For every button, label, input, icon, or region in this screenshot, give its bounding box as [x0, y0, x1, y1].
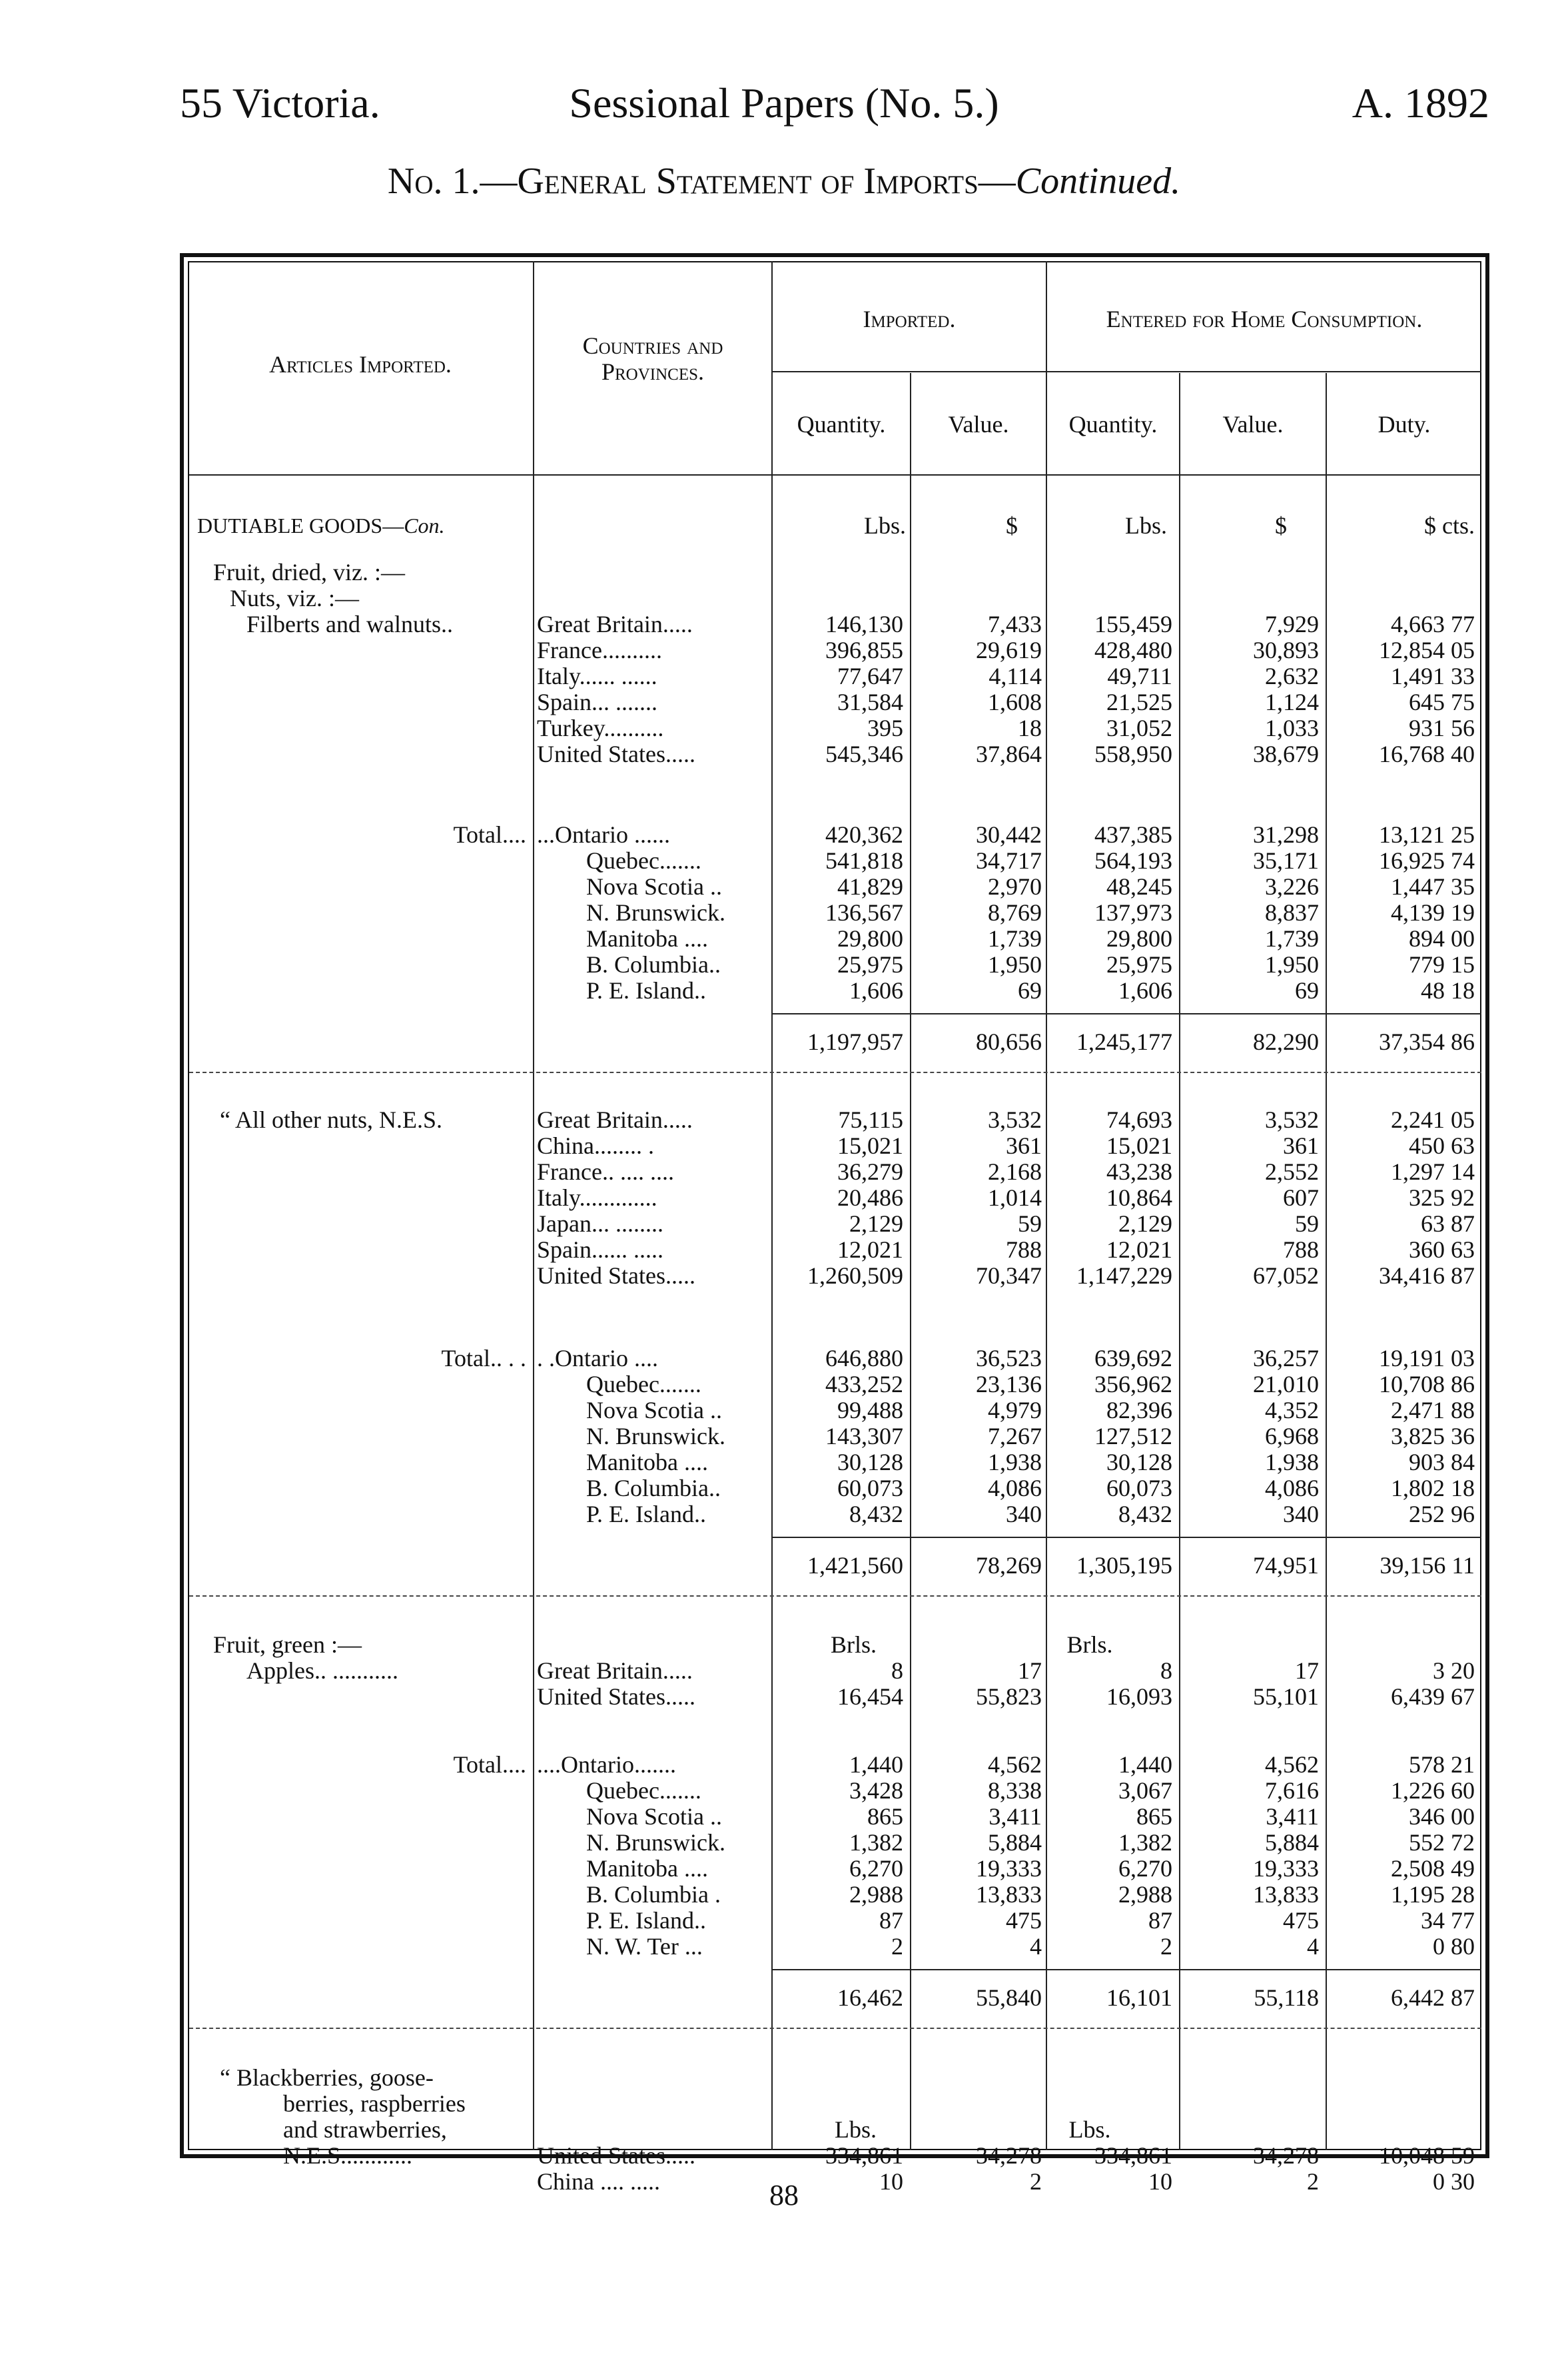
col-header-duty: Duty.: [1377, 411, 1431, 438]
table-cell-v2: 30,893: [1253, 637, 1319, 663]
table-cell-v: 4,562: [988, 1751, 1042, 1778]
table-cell-v2: 340: [1283, 1501, 1319, 1527]
table-cell-v: 361: [1006, 1132, 1042, 1159]
table-cell-q: 146,130: [825, 611, 903, 637]
block-separator: [189, 1072, 1481, 1073]
table-cell-v: 2,168: [988, 1158, 1042, 1185]
table-cell-v: 7,267: [988, 1423, 1042, 1449]
table-cell-v2: 2,632: [1265, 663, 1319, 689]
total-rule: [773, 1013, 1481, 1014]
table-row-country: Great Britain.....: [537, 1657, 693, 1684]
table-cell-q: 99,488: [837, 1397, 903, 1423]
table-cell-v2: 1,950: [1265, 951, 1319, 978]
table-cell-q2: 87: [1148, 1907, 1172, 1934]
article-label: “ All other nuts, N.E.S.: [220, 1106, 442, 1133]
page-number: 88: [769, 2179, 799, 2211]
table-row-country: China........ .: [537, 1132, 654, 1159]
table-row-country: Great Britain.....: [537, 611, 693, 637]
table-cell-d: 1,802 18: [1391, 1475, 1475, 1501]
table-cell-v2: 4,086: [1265, 1475, 1319, 1501]
total-cell-q: 1,197,957: [807, 1028, 903, 1055]
section-label-text: DUTIABLE GOODS—: [197, 514, 404, 538]
table-row-country: Italy...... ......: [537, 663, 657, 689]
table-row-country: N. Brunswick.: [586, 1829, 725, 1856]
table-cell-d: 2,471 88: [1391, 1397, 1475, 1423]
table-row-country: Manitoba ....: [586, 1449, 708, 1475]
table-cell-v: 37,864: [976, 741, 1042, 767]
table-cell-q: 433,252: [825, 1371, 903, 1397]
table-cell-q: 545,346: [825, 741, 903, 767]
table-cell-v: 70,347: [976, 1262, 1042, 1289]
table-cell-v: 29,619: [976, 637, 1042, 663]
table-cell-q2: 16,093: [1106, 1683, 1172, 1710]
table-cell-q: 36,279: [837, 1158, 903, 1185]
table-row-country: Quebec.......: [586, 1777, 701, 1804]
table-cell-q: 420,362: [825, 821, 903, 848]
table-cell-d: 2,508 49: [1391, 1855, 1475, 1882]
table-cell-d: 578 21: [1409, 1751, 1475, 1778]
table-cell-d: 552 72: [1409, 1829, 1475, 1856]
col-header-value: Value.: [948, 411, 1009, 438]
table-row-country: N. Brunswick.: [586, 899, 725, 926]
table-row-country: N. Brunswick.: [586, 1423, 725, 1449]
table-row-country: P. E. Island..: [586, 1501, 706, 1527]
table-cell-d: 1,226 60: [1391, 1777, 1475, 1804]
table-cell-v2: 59: [1295, 1210, 1319, 1237]
article-label: Fruit, dried, viz. :—: [213, 559, 405, 586]
header-mid-rule: [773, 371, 1481, 372]
table-cell-q2: 10: [1148, 2168, 1172, 2195]
table-cell-v2: 788: [1283, 1236, 1319, 1263]
col-header-countries: Countries and Provinces.: [582, 332, 723, 385]
total-cell-q2: 1,305,195: [1076, 1552, 1172, 1579]
table-cell-q: 865: [867, 1803, 903, 1830]
table-row-country: Spain... .......: [537, 689, 658, 715]
col-header-articles: Articles Imported.: [269, 351, 452, 378]
table-row-country: Nova Scotia ..: [586, 873, 722, 900]
table-cell-d: 10,048 59: [1379, 2142, 1475, 2169]
table-cell-v: 34,717: [976, 847, 1042, 874]
table-row-country: Italy.............: [537, 1184, 657, 1211]
table-cell-v: 4: [1030, 1933, 1042, 1960]
col-header-quantity: Quantity.: [797, 411, 886, 438]
table-cell-v2: 6,968: [1265, 1423, 1319, 1449]
table-cell-q: 77,647: [837, 663, 903, 689]
table-cell-q2: 8,432: [1118, 1501, 1172, 1527]
statement-suffix: Continued.: [1015, 161, 1181, 202]
table-cell-q: 41,829: [837, 873, 903, 900]
table-row-country: Manitoba ....: [586, 1855, 708, 1882]
total-cell-v2: 82,290: [1253, 1028, 1319, 1055]
table-cell-q: 1,260,509: [807, 1262, 903, 1289]
table-cell-v2: 69: [1295, 977, 1319, 1004]
table-cell-d: 6,439 67: [1391, 1683, 1475, 1710]
table-cell-v2: 4: [1307, 1933, 1319, 1960]
table-cell-v2: 67,052: [1253, 1262, 1319, 1289]
total-cell-q2: 1,245,177: [1076, 1028, 1172, 1055]
table-cell-q2: 155,459: [1094, 611, 1172, 637]
table-cell-q2: 49,711: [1107, 663, 1172, 689]
table-row-country: Quebec.......: [586, 1371, 701, 1397]
table-row-country: B. Columbia..: [586, 951, 721, 978]
table-cell-q2: 2: [1160, 1933, 1172, 1960]
table-cell-v2: 3,532: [1265, 1106, 1319, 1133]
table-row-country: United States.....: [537, 1683, 695, 1710]
table-row-country: N. W. Ter ...: [586, 1933, 703, 1960]
table-cell-q2: 30,128: [1106, 1449, 1172, 1475]
table-cell-v: 3,532: [988, 1106, 1042, 1133]
table-cell-d: 0 80: [1433, 1933, 1475, 1960]
article-label: Fruit, green :—: [213, 1631, 362, 1658]
table-cell-v2: 13,833: [1253, 1881, 1319, 1908]
table-cell-q2: 82,396: [1106, 1397, 1172, 1423]
table-cell-d: 252 96: [1409, 1501, 1475, 1527]
table-cell-v: 69: [1018, 977, 1042, 1004]
table-cell-q: 60,073: [837, 1475, 903, 1501]
unit-duty: $ cts.: [1424, 512, 1475, 539]
table-cell-q: 3,428: [849, 1777, 903, 1804]
table-row-country: P. E. Island..: [586, 1907, 706, 1934]
total-rule: [773, 1969, 1481, 1970]
total-cell-q2: 16,101: [1106, 1984, 1172, 2011]
table-cell-q: 75,115: [838, 1106, 903, 1133]
table-cell-q2: 74,693: [1106, 1106, 1172, 1133]
table-cell-q2: 1,440: [1118, 1751, 1172, 1778]
table-cell-v2: 7,616: [1265, 1777, 1319, 1804]
total-cell-v: 78,269: [976, 1552, 1042, 1579]
unit-label: Brls.: [1066, 1631, 1113, 1658]
table-cell-q: 8,432: [849, 1501, 903, 1527]
table-cell-v: 4,114: [988, 663, 1042, 689]
table-row-country: Nova Scotia ..: [586, 1397, 722, 1423]
table-row-country: Manitoba ....: [586, 925, 708, 952]
table-row-country: United States.....: [537, 741, 695, 767]
table-cell-v2: 2,552: [1265, 1158, 1319, 1185]
table-cell-v: 5,884: [988, 1829, 1042, 1856]
article-label: Nuts, viz. :—: [230, 585, 359, 611]
table-cell-v: 17: [1018, 1657, 1042, 1684]
table-row-country: B. Columbia .: [586, 1881, 721, 1908]
col-rule-countries: [533, 261, 534, 2150]
article-label: berries, raspberries: [283, 2090, 466, 2117]
table-cell-d: 48 18: [1421, 977, 1475, 1004]
table-cell-v2: 1,033: [1265, 715, 1319, 741]
table-cell-q2: 428,480: [1094, 637, 1172, 663]
table-cell-v2: 4,352: [1265, 1397, 1319, 1423]
unit-lbs: Lbs.: [864, 512, 906, 539]
total-cell-v2: 74,951: [1253, 1552, 1319, 1579]
table-cell-v2: 361: [1283, 1132, 1319, 1159]
table-cell-d: 19,191 03: [1379, 1345, 1475, 1372]
table-cell-q: 10: [879, 2168, 903, 2195]
table-row-country: ...Ontario ......: [537, 821, 670, 848]
table-cell-v2: 19,333: [1253, 1855, 1319, 1882]
table-cell-v: 1,014: [988, 1184, 1042, 1211]
table-cell-q: 20,486: [837, 1184, 903, 1211]
table-cell-d: 645 75: [1409, 689, 1475, 715]
table-cell-q: 29,800: [837, 925, 903, 952]
table-cell-d: 0 30: [1433, 2168, 1475, 2195]
table-cell-d: 34 77: [1421, 1907, 1475, 1934]
unit-dollar2: $: [1275, 512, 1287, 539]
table-cell-d: 325 92: [1409, 1184, 1475, 1211]
total-cell-v: 80,656: [976, 1028, 1042, 1055]
table-cell-v: 1,739: [988, 925, 1042, 952]
table-cell-q: 2: [891, 1933, 903, 1960]
table-cell-d: 3,825 36: [1391, 1423, 1475, 1449]
table-cell-q2: 3,067: [1118, 1777, 1172, 1804]
unit-dollar: $: [1006, 512, 1018, 539]
table-cell-q2: 865: [1136, 1803, 1172, 1830]
table-row-country: Turkey..........: [537, 715, 664, 741]
table-cell-v: 2,970: [988, 873, 1042, 900]
table-cell-q2: 31,052: [1106, 715, 1172, 741]
table-cell-d: 1,297 14: [1391, 1158, 1475, 1185]
table-cell-d: 13,121 25: [1379, 821, 1475, 848]
table-cell-q2: 334,861: [1094, 2142, 1172, 2169]
table-cell-q2: 437,385: [1094, 821, 1172, 848]
table-cell-q: 646,880: [825, 1345, 903, 1372]
table-cell-q: 395: [867, 715, 903, 741]
table-cell-q: 15,021: [837, 1132, 903, 1159]
article-label: “ Blackberries, goose-: [220, 2064, 434, 2091]
table-cell-v: 475: [1006, 1907, 1042, 1934]
table-cell-v2: 31,298: [1253, 821, 1319, 848]
table-cell-v2: 34,278: [1253, 2142, 1319, 2169]
table-cell-v: 55,823: [976, 1683, 1042, 1710]
table-row-country: Quebec.......: [586, 847, 701, 874]
block-separator: [189, 1595, 1481, 1597]
table-cell-d: 894 00: [1409, 925, 1475, 952]
table-cell-q2: 639,692: [1094, 1345, 1172, 1372]
table-cell-v: 3,411: [988, 1803, 1042, 1830]
article-label: Total....: [453, 1751, 526, 1778]
table-cell-d: 450 63: [1409, 1132, 1475, 1159]
table-cell-d: 903 84: [1409, 1449, 1475, 1475]
table-row-country: France.. .... ....: [537, 1158, 674, 1185]
block-separator: [189, 2028, 1481, 2029]
total-cell-d: 39,156 11: [1379, 1552, 1475, 1579]
article-label: N.E.S............: [283, 2142, 413, 2169]
section-label: [197, 513, 445, 539]
table-cell-d: 2,241 05: [1391, 1106, 1475, 1133]
table-cell-v: 1,950: [988, 951, 1042, 978]
table-cell-v: 13,833: [976, 1881, 1042, 1908]
statement-title: [0, 160, 1568, 202]
table-cell-q2: 1,382: [1118, 1829, 1172, 1856]
table-cell-q: 334,861: [825, 2142, 903, 2169]
table-cell-q: 12,021: [837, 1236, 903, 1263]
table-cell-q2: 12,021: [1106, 1236, 1172, 1263]
table-cell-d: 10,708 86: [1379, 1371, 1475, 1397]
article-label: Total.. . .: [441, 1345, 526, 1372]
table-cell-v: 2: [1030, 2168, 1042, 2195]
article-label: Apples.. ...........: [246, 1657, 398, 1684]
table-cell-q: 2,988: [849, 1881, 903, 1908]
table-cell-d: 16,925 74: [1379, 847, 1475, 874]
table-cell-d: 1,491 33: [1391, 663, 1475, 689]
total-cell-q: 1,421,560: [807, 1552, 903, 1579]
total-cell-d: 6,442 87: [1391, 1984, 1475, 2011]
table-cell-v: 8,338: [988, 1777, 1042, 1804]
table-cell-d: 63 87: [1421, 1210, 1475, 1237]
table-cell-q2: 29,800: [1106, 925, 1172, 952]
article-label: Filberts and walnuts..: [246, 611, 453, 637]
table-cell-v2: 2: [1307, 2168, 1319, 2195]
table-cell-v: 34,278: [976, 2142, 1042, 2169]
table-row-country: P. E. Island..: [586, 977, 706, 1004]
table-row-country: United States.....: [537, 2142, 695, 2169]
table-cell-v2: 1,938: [1265, 1449, 1319, 1475]
table-cell-v2: 7,929: [1265, 611, 1319, 637]
table-cell-q: 87: [879, 1907, 903, 1934]
table-cell-d: 1,447 35: [1391, 873, 1475, 900]
table-cell-q2: 356,962: [1094, 1371, 1172, 1397]
col-header-quantity2: Quantity.: [1068, 411, 1158, 438]
table-cell-v2: 607: [1283, 1184, 1319, 1211]
table-cell-v2: 1,124: [1265, 689, 1319, 715]
table-cell-v2: 1,739: [1265, 925, 1319, 952]
table-cell-v2: 36,257: [1253, 1345, 1319, 1372]
table-cell-v: 4,086: [988, 1475, 1042, 1501]
total-cell-v2: 55,118: [1254, 1984, 1319, 2011]
table-row-country: . .Ontario ....: [537, 1345, 658, 1372]
table-row-country: Nova Scotia ..: [586, 1803, 722, 1830]
table-cell-q2: 127,512: [1094, 1423, 1172, 1449]
table-cell-v: 59: [1018, 1210, 1042, 1237]
table-cell-q: 1,606: [849, 977, 903, 1004]
table-row-country: ....Ontario.......: [537, 1751, 676, 1778]
table-cell-d: 931 56: [1409, 715, 1475, 741]
table-row-country: United States.....: [537, 1262, 695, 1289]
table-cell-v: 19,333: [976, 1855, 1042, 1882]
table-cell-q2: 15,021: [1106, 1132, 1172, 1159]
table-cell-q2: 2,129: [1118, 1210, 1172, 1237]
table-cell-q: 16,454: [837, 1683, 903, 1710]
table-cell-q2: 43,238: [1106, 1158, 1172, 1185]
header-bottom-rule: [189, 474, 1481, 476]
table-cell-v2: 55,101: [1253, 1683, 1319, 1710]
table-row-country: Japan... ........: [537, 1210, 663, 1237]
col-header-imported: Imported.: [863, 306, 956, 332]
section-label-con: Con.: [404, 514, 445, 538]
table-cell-d: 3 20: [1433, 1657, 1475, 1684]
table-cell-q: 2,129: [849, 1210, 903, 1237]
table-cell-q2: 558,950: [1094, 741, 1172, 767]
table-cell-q: 396,855: [825, 637, 903, 663]
table-cell-q: 31,584: [837, 689, 903, 715]
table-cell-d: 16,768 40: [1379, 741, 1475, 767]
table-row-country: China .... .....: [537, 2168, 660, 2195]
table-cell-v2: 17: [1295, 1657, 1319, 1684]
table-cell-v: 30,442: [976, 821, 1042, 848]
table-cell-d: 12,854 05: [1379, 637, 1475, 663]
table-row-country: B. Columbia..: [586, 1475, 721, 1501]
table-row-country: France..........: [537, 637, 662, 663]
unit-label: Brls.: [830, 1631, 877, 1658]
table-cell-q: 1,382: [849, 1829, 903, 1856]
table-cell-q2: 2,988: [1118, 1881, 1172, 1908]
table-cell-q2: 48,245: [1106, 873, 1172, 900]
table-cell-v: 340: [1006, 1501, 1042, 1527]
table-cell-v2: 21,010: [1253, 1371, 1319, 1397]
col-header-value2: Value.: [1222, 411, 1284, 438]
table-cell-v: 788: [1006, 1236, 1042, 1263]
table-cell-v2: 38,679: [1253, 741, 1319, 767]
table-cell-d: 4,139 19: [1391, 899, 1475, 926]
table-cell-q: 1,440: [849, 1751, 903, 1778]
table-cell-v2: 3,226: [1265, 873, 1319, 900]
table-cell-v2: 475: [1283, 1907, 1319, 1934]
table-cell-q2: 10,864: [1106, 1184, 1172, 1211]
table-row-country: Great Britain.....: [537, 1106, 693, 1133]
header-left: 55 Victoria.: [180, 79, 380, 127]
table-cell-q2: 1,606: [1118, 977, 1172, 1004]
article-label: and strawberries,: [283, 2116, 447, 2143]
table-cell-v: 1,608: [988, 689, 1042, 715]
table-cell-d: 34,416 87: [1379, 1262, 1475, 1289]
unit-lbs2: Lbs.: [1125, 512, 1167, 539]
total-rule: [773, 1537, 1481, 1538]
table-cell-d: 360 63: [1409, 1236, 1475, 1263]
table-cell-v2: 3,411: [1266, 1803, 1319, 1830]
col-header-entered: Entered for Home Consumption.: [1106, 306, 1423, 332]
table-cell-d: 1,195 28: [1391, 1881, 1475, 1908]
unit-label: Lbs.: [1068, 2116, 1111, 2143]
table-cell-v: 23,136: [976, 1371, 1042, 1397]
table-cell-d: 779 15: [1409, 951, 1475, 978]
table-cell-q2: 25,975: [1106, 951, 1172, 978]
table-cell-q: 136,567: [825, 899, 903, 926]
table-cell-v: 18: [1018, 715, 1042, 741]
table-cell-d: 346 00: [1409, 1803, 1475, 1830]
table-cell-v2: 5,884: [1265, 1829, 1319, 1856]
table-cell-q2: 564,193: [1094, 847, 1172, 874]
table-cell-q2: 60,073: [1106, 1475, 1172, 1501]
table-cell-v2: 4,562: [1265, 1751, 1319, 1778]
table-cell-v: 4,979: [988, 1397, 1042, 1423]
table-cell-q: 143,307: [825, 1423, 903, 1449]
table-cell-q: 8: [891, 1657, 903, 1684]
table-cell-d: 4,663 77: [1391, 611, 1475, 637]
table-cell-q2: 6,270: [1118, 1855, 1172, 1882]
total-cell-q: 16,462: [837, 1984, 903, 2011]
table-row-country: Spain...... .....: [537, 1236, 664, 1263]
header-center: Sessional Papers (No. 5.): [569, 79, 999, 127]
header-right: A. 1892: [1352, 79, 1489, 127]
table-cell-q: 6,270: [849, 1855, 903, 1882]
table-cell-q: 25,975: [837, 951, 903, 978]
table-cell-q: 30,128: [837, 1449, 903, 1475]
table-cell-v: 8,769: [988, 899, 1042, 926]
table-cell-v: 36,523: [976, 1345, 1042, 1372]
table-cell-q2: 21,525: [1106, 689, 1172, 715]
table-cell-v2: 35,171: [1253, 847, 1319, 874]
total-cell-v: 55,840: [976, 1984, 1042, 2011]
article-label: Total....: [453, 821, 526, 848]
total-cell-d: 37,354 86: [1379, 1028, 1475, 1055]
statement-prefix: No. 1.—General Statement of Imports—: [387, 161, 1016, 202]
unit-label: Lbs.: [835, 2116, 877, 2143]
table-cell-v2: 8,837: [1265, 899, 1319, 926]
table-cell-q: 541,818: [825, 847, 903, 874]
table-cell-v: 7,433: [988, 611, 1042, 637]
table-cell-q2: 1,147,229: [1076, 1262, 1172, 1289]
table-cell-v: 1,938: [988, 1449, 1042, 1475]
table-cell-q2: 137,973: [1094, 899, 1172, 926]
table-cell-q2: 8: [1160, 1657, 1172, 1684]
